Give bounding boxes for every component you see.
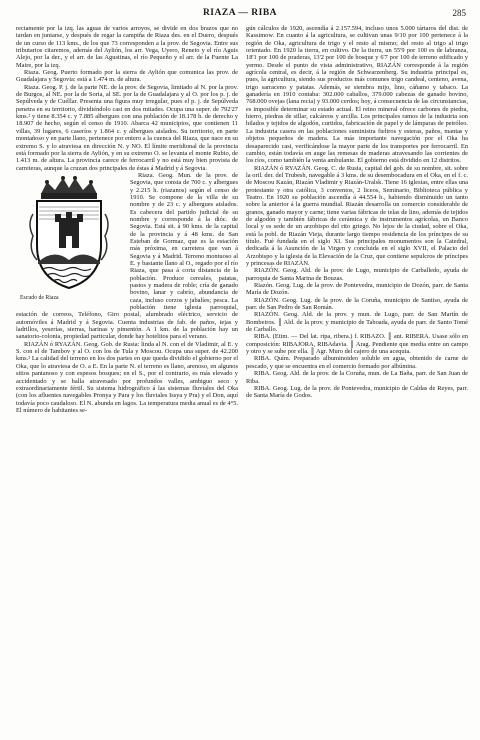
entry-paragraph: RIBA. (Etim. — Del lat. ripa, ribera.) f. RIBAZO. ║ ant. RIBERA. Usase sólo en composición: RIBAJORA, RIBAdavia. ║ Arag. Pendiente que media entre un campo y otro y se sube por ella. ║ Agr. Muro del cajero de una acequia. (246, 333, 468, 356)
entry-paragraph: RIAZÁN ó RYAZÁN. Geog. C. de Rusia, capital del gob. de su nombre, sit. sobre la oril. der. del Trubesh, navegable á 3 kms. de su desembocadura en el Oka, en el f. c. de Moscou Kazán, Riazán Vladimir y Riazán-Uralsk. Tiene 16 iglesias, entre ellas una protestante y otra católica, 3 conventos, 2 liceos, Seminario, Biblioteca pública y Teatro. En 1920 su población ascendía á 44.554 h., habiendo disminuido un tanto sobre la anterior á la guerra mundial. Riazán desarrolla un comercio considerable de granos, ganado mayor y carne; tiene varias fábricas de telas de lino, además de tejidos de algodón y también fábricas de cerámica y de instrumentos agrícolas, un Banco local y es sede de un arzobispo del rito griego. No lejos de la ciudad, sobre el Oka, está la pobl. de Riazán Vieja, durante largo tiempo residencia de los príncipes de su título. Fué fundada en el siglo XI. Sus principales monumentos son la Catedral, dedicada á la Asunción de la Virgen y concluida en el siglo XVII, el Palacio del Arzobispo y la iglesia de la Elevación de la Cruz, que contiene sepulcros de príncipes y princesas de RIAZÁN. (246, 164, 468, 267)
entry-paragraph: Riaza. Geog. Puerto formado por la sierra de Aylión que comunica las prov. de Guadalajara y Segovia: está a 1.474 m. de altura. (16, 69, 238, 84)
entry-paragraph: Riazón. Geog. Lug. de la prov. de Pontevedra, municipio de Dozón, parr. de Santa María de Dozón. (246, 282, 468, 297)
coat-of-arms-icon (19, 174, 119, 292)
running-head: RIAZA — RIBA (202, 8, 278, 18)
entry-paragraph: RIAZÓN. Geog. Ald. de la prov. de Lugo, municipio de Carballedo, ayuda de parroquia de Santa Marina de Bouzas. (246, 267, 468, 282)
entry-paragraph: RIAZÓN. Geog. Lug. de la prov. de la Coruña, municipio de Santiso, ayuda de parr. de San Pedro de San Román. (246, 296, 468, 312)
entry-paragraph: Riaza. Geog. P. j. de la parte NE. de la prov. de Segovia, limitado al N. por la prov. de Burgos, al NE. por la de Soria, al SE. por la de Guadalajara y al O. por los p. j. de Sepúlveda y de Cuéllar. Presenta una figura muy irregular, pues el p. j. de Sepúlveda penetra en su territorio, dividiéndolo casi en dos mitades. Ocupa una super. de 792'27 kms.² y tiene 8.354 c. y 7.885 albergues con una población de 18.178 h. de derecho y 18.907 de hecho, según el censo de 1910. Abarca 42 municipios, que contienen 11 villas, 39 lugares, 6 caseríos y 1.864 c. y albergues aislados. Su territorio, en parte montañoso y en parte llano, pertenece por entero a la cuenca del Riaza, que nace en su extremo S. y lo atraviesa en dirección N. y NO. El límite meridional de la provincia está formado por la sierra de Aylión, y en su extremo O. se levanta el monte Rubio, de 1.413 m. de altura. La provincia carece de ferrocarril y no está muy bien provista de carreteras, aunque la cruzan dos principales de éstas á Madrid y á Segovia. (16, 83, 238, 172)
entry-paragraph: RIBA. Geog. Ald. de la prov. de la Coruña, mun. de La Baña, parr. de San Juan de Riba. (246, 370, 468, 385)
page-header (14, 8, 466, 22)
entry-paragraph: rectamente por la izq. las aguas de varios arroyos, se divide en dos brazos que no tardan en juntarse, y después de regar la campiña de Riaza des. en el Duero, después de un curso de 113 kms., de los que 73 corresponden a la prov. de Segovia. Entre sus tributarios citaremos, además del Aylión, los arr. Vega, Uyero, Reneio y el río Aguis Alejo, por la der., y el arr. de las Agustinas, el río Pequeño y el arr. de la Fuente La Maire, por la izq. (16, 25, 238, 69)
figure-caption: Escudo de Riaza (20, 294, 59, 301)
page-number: 285 (452, 8, 466, 18)
entry-paragraph: RIAZÓN. Geog. Ald. de la prov. y mun. de Lugo, parr. de San Martín de Bombeiros. ║ Ald. de la prov. y municipio de Taboada, ayuda de parr. de Santo Tomé de Carballo. (246, 311, 468, 334)
left-column (16, 25, 238, 414)
entry-paragraph: gún cálculos de 1920, ascendía á 2.157.594, incluso unos 5.000 tártaros del dist. de Kassimow. En cuanto á la agricultura, se cultivan unas 9/10 por 100 pertenece á la región de Oka, agricultura de trigo y el resto al mismo; del resto al trigo al trigo orientado. En 1920 la tierra, en cultivo. De la tierra, un 55'9 por 100 es de labranza, 18'1 por 100 de praderas, 13'2 por 100 de bosque y 6'7 por 100 de terreno edificado y yermo. Desde el punto de vista administrativo, RIAZÁN corresponde á la región agrícola central, es decir, á la región de Schwarzenberg. Su industria principal es, pues, la agricultura, siendo sus productos más comunes trigo candeal, centeno, avena, trigo sarraceno y patatas. Además, se siembra mijo, lino, cáñamo y tabaco. La ganadería en 1910 contaba: 302.000 caballos, 379.000 cabezas de ganado bovino, 768.000 ovejas (lana recia) y 93.000 cerdos; hoy, á consecuencia de las circunstancias, es imposible determinar su estado actual. El reino mineral ofrece carbones de piedra, hierro, piedras de sillar, calcáreos y arcilla. Los principales ramos de la industria son hilados y tejidos de algodón, curtidos, fabricación de papel y de lámparas de petróleo. La industria casera en las poblaciones suministra fieltros y esteras, paños, mantas y objetos pequeños de madera. La más importante navegación por el Oka ha desaparecido casi, verificándose la mayor parte de los transportes por ferrocarril. En cambio, están todavía en auge las remesas de maderas atravesando las corrientes de los ríos, como también la venta ambulante. El gobierno está dividido en 12 distritos. (246, 25, 468, 165)
entry-paragraph: RIAZÁN ó RYAZÁN. Geog. Gob. de Rusia: linda al N. con el de Vladimir, al E. y S. con el de Tambov y al O. con los de Tula y Moscou. Ocupa una super. de 42.200 kms.² La calidad del terreno en los dos partes en que queda dividido el gobierno por el Oka, que lo atraviesa de O. a E. En la parte N. el terreno es llano, arenoso, en algunos sitios pantanoso y con espesos bosques; en el S., por el contrario, es más elevado y accidentado y se halla atravesado por profundos valles, ambiguo seco y extraordinariamente fértil. Su sistema hidrográfico á las sistemas fluviales del Oka (con los afluentes navegables Pronya y Para y los fluviales Issya y Pra) y el Don, aquí todavía poco caudaloso. El N. abunda en lagos. La temperatura media anual es de 4°5. El número de habitantes se- (16, 340, 238, 414)
entry-paragraph: Riaza. Geog. Mun. de la prov. de Segovia, que consta de 700 c. y albergues y 2.215 h. (riazanos) según el censo de 1910. Se compone de la villa de su nombre y de 23 c. y albergues aislados. Es cabecera del partido judicial de su nombre y corresponde á la dióc. de Segovia. Está sit. á 90 kms. de la capital de la provincia y á 48 kms. de San Esteban de Gormaz, que es la estación más próxima, en carretera que van á Segovia y á Madrid. Terreno montuoso al E. y bastante llano al O., regado por el río Riaza, que pasa á corta distancia de la población. Produce cereales, patatas, pastos y madera de roble; cría de ganado bovino, lanar y cabrío, abundancia de caza, incluso corzos y jabalíes; pesca. La población tiene iglesia parroquial, estación de correos, Teléfono, Giro postal, alumbrado eléctrico, servicio de automóviles á Madrid y á Segovia. Cuenta industrias de fab. de paños, tejas y ladrillos, yeserías, sierras, harinas y pimentón. A 1 km. de la población hay un sanatorio-colonia, propiedad particular, donde hay hotelitos para el verano. (16, 171, 238, 341)
entry-paragraph: RIBA. Geog. Lug. de la prov. de Pontevedra, municipio de Caldas de Reyes, parr. de Santa María de Godos. (246, 384, 468, 400)
right-column (246, 25, 468, 400)
entry-paragraph: RIBA. Quím. Preparado albuminoideo soluble en agua, obtenido de carne de pescado, y que se encuentra en el comercio formado por albúmina. (246, 355, 468, 370)
coat-of-arms-figure (16, 174, 122, 302)
